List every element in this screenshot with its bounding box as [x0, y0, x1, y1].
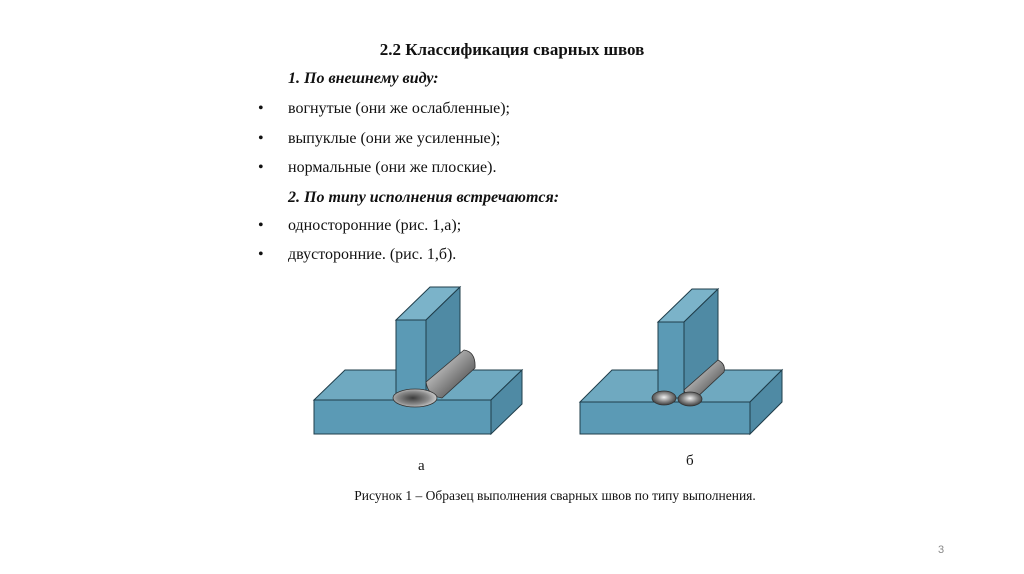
bullet-icon: •	[258, 100, 264, 117]
figure-caption: Рисунок 1 – Образец выполнения сварных швов по типу выполнения.	[354, 488, 756, 503]
figure-a-one-sided-weld	[314, 287, 522, 434]
vertical-plate-front-a	[396, 320, 426, 396]
base-plate-front-b	[580, 402, 750, 434]
bullet-icon: •	[258, 159, 264, 176]
bullet-icon: •	[258, 246, 264, 263]
figure-b-two-sided-weld	[580, 289, 782, 434]
list-item-text: выпуклые (они же усиленные);	[288, 130, 501, 147]
list-item-text: вогнутые (они же ослабленные);	[288, 100, 510, 117]
figure-label-b: б	[686, 453, 694, 469]
weld-cap-b-right	[678, 392, 702, 406]
section-heading-appearance: 1. По внешнему виду:	[288, 70, 439, 87]
list-item-text: нормальные (они же плоские).	[288, 159, 497, 176]
page-number: 3	[938, 544, 945, 556]
list-item-text: двусторонние. (рис. 1,б).	[288, 246, 457, 263]
vertical-plate-front-b	[658, 322, 684, 398]
bullet-icon: •	[258, 130, 264, 147]
list-item-text: односторонние (рис. 1,а);	[288, 217, 462, 234]
figure-label-a: а	[418, 458, 425, 474]
section-heading-execution: 2. По типу исполнения встречаются:	[288, 189, 560, 206]
bullet-icon: •	[258, 217, 264, 234]
slide-title: 2.2 Классификация сварных швов	[379, 40, 645, 59]
weld-cap-b-left	[652, 391, 676, 405]
weld-cap-a	[393, 389, 437, 407]
